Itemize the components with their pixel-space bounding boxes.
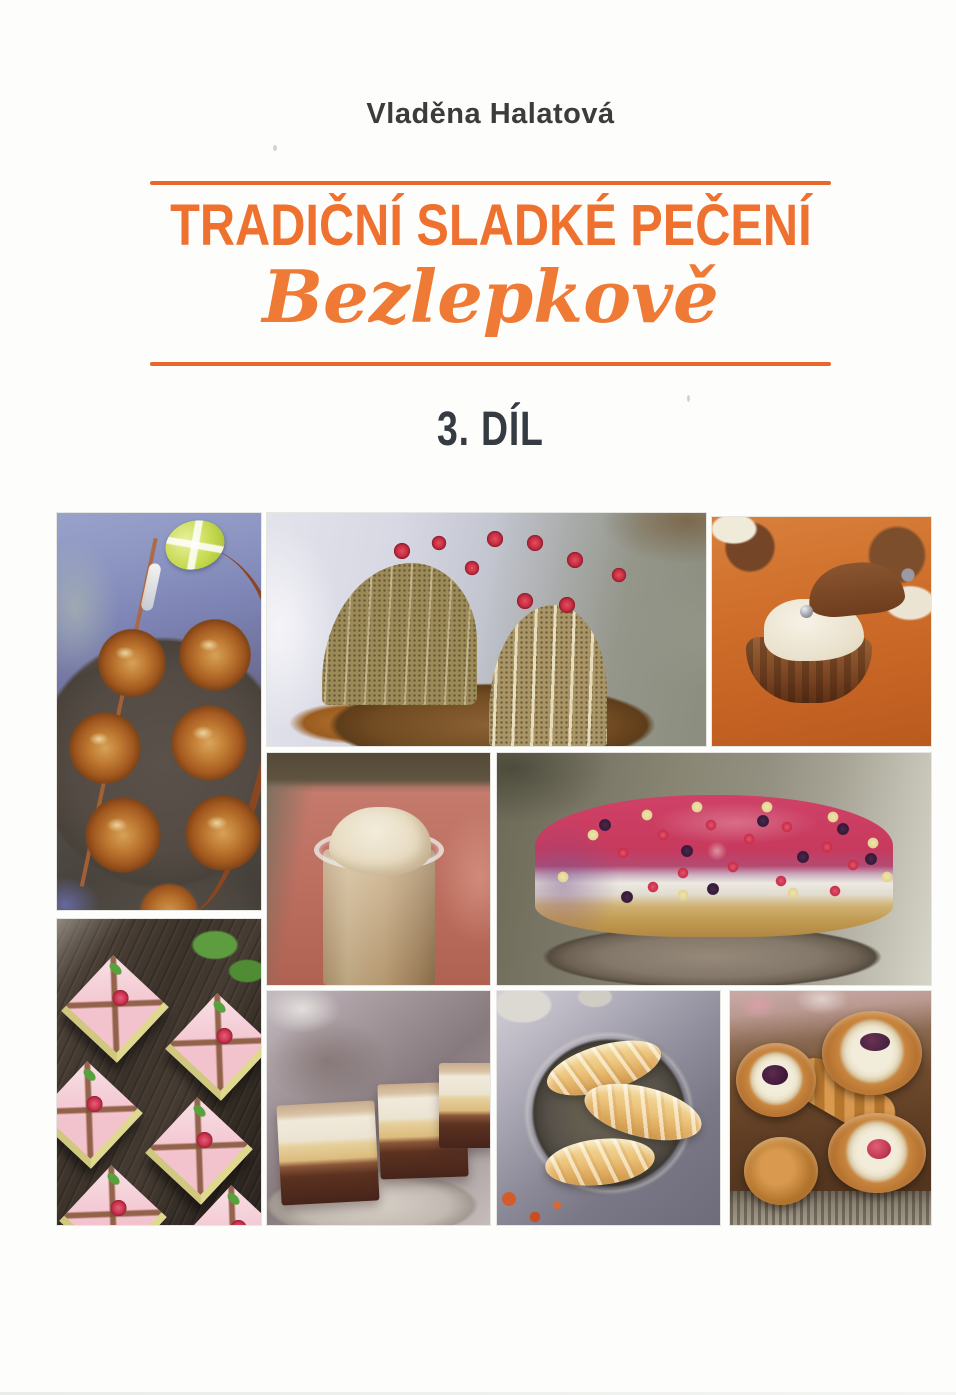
cream-slice <box>276 1101 379 1206</box>
volume-label-text: 3. DÍL <box>437 403 544 456</box>
photo-collage <box>57 513 931 1225</box>
photo-cream-filled-shells <box>712 517 931 746</box>
photo-sugar-crescent-rolls <box>497 991 720 1225</box>
book-title-text: TRADIČNÍ SLADKÉ PEČENÍ <box>169 193 812 258</box>
scan-speck <box>273 145 277 151</box>
title-rule-bottom <box>150 362 831 366</box>
silver-dragee <box>800 605 813 618</box>
frosted-square <box>145 1097 252 1204</box>
cream-pastry-blackberry <box>736 1043 816 1117</box>
frosted-square <box>165 993 261 1100</box>
frosted-square <box>61 955 168 1062</box>
book-title <box>40 193 941 258</box>
photo-cream-jam-pastries <box>730 991 931 1225</box>
chocolate-shell-top <box>806 558 907 620</box>
crescent-roll <box>543 1133 657 1190</box>
cream-pastry-raspberry <box>828 1113 926 1193</box>
author-name: Vladěna Halatová <box>366 98 615 130</box>
photo-raspberry-bundt-cake <box>267 513 706 746</box>
cream-slice <box>439 1063 490 1148</box>
scan-speck <box>687 395 690 402</box>
raspberry-toppings <box>267 513 706 746</box>
book-subtitle: Bezlepkově <box>262 254 719 339</box>
golden-pastry-knot <box>744 1137 818 1205</box>
cream-pastry-jam <box>822 1011 922 1095</box>
photo-raspberry-frosting-squares <box>57 919 261 1225</box>
title-rule-top <box>150 181 831 185</box>
whipped-cream-top <box>329 807 431 875</box>
berry-and-banana-toppings <box>535 795 893 937</box>
photo-easter-almond-buns <box>57 513 261 910</box>
frosted-square <box>57 1061 143 1168</box>
frosted-square <box>59 1165 166 1225</box>
photo-berry-cheesecake <box>497 753 931 985</box>
photo-layered-cream-slices <box>267 991 490 1225</box>
volume-label <box>150 403 831 456</box>
photo-iced-coffee-jar <box>267 753 490 985</box>
